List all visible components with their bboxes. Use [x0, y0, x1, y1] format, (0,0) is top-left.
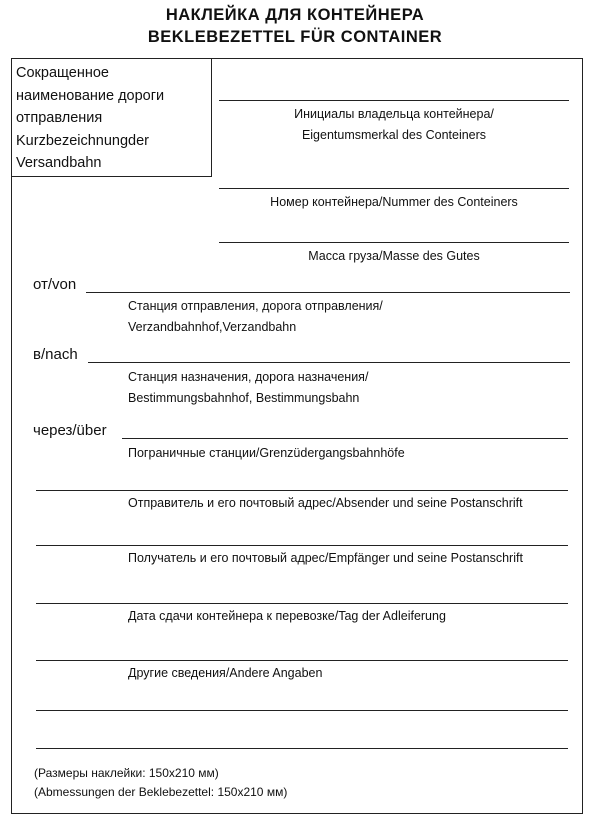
sender-line[interactable] [36, 490, 568, 491]
date-caption: Дата сдачи контейнера к перевозке/Tag der Adleiferung [128, 609, 446, 623]
owner-line[interactable] [219, 100, 569, 101]
blank-line[interactable] [36, 710, 568, 711]
mass-line[interactable] [219, 242, 569, 243]
to-line[interactable] [88, 362, 570, 363]
size-note: (Размеры наклейки: 150х210 мм) (Abmessungen der Beklebezettel: 150х210 мм) [34, 766, 288, 799]
road-box-line: отправления [16, 110, 103, 126]
via-caption: Пограничные станции/Grenzüdergangsbahnhöfe [128, 446, 405, 460]
road-box-line: Сокращенное [16, 65, 109, 81]
via-line[interactable] [122, 438, 568, 439]
from-line[interactable] [86, 292, 570, 293]
title-ru: НАКЛЕЙКА ДЛЯ КОНТЕЙНЕРА [165, 6, 425, 24]
receiver-caption: Получатель и его почтовый адрес/Empfänger und seine Postanschrift [128, 551, 523, 565]
via-label: через/über [33, 422, 107, 439]
sender-caption: Отправитель и его почтовый адрес/Absender und seine Postanschrift [128, 496, 523, 510]
owner-caption: Инициалы владельца контейнера/ Eigentumsmerkal des Conteiners [294, 107, 494, 142]
blank-line[interactable] [36, 748, 568, 749]
to-caption: Станция назначения, дорога назначения/ Bestimmungsbahnhof, Bestimmungsbahn [128, 370, 369, 405]
other-caption: Другие сведения/Andere Angaben [128, 666, 323, 680]
to-label: в/nach [33, 346, 78, 363]
from-label: от/von [33, 276, 77, 293]
road-name-box [11, 58, 212, 177]
mass-caption: Масса груза/Masse des Gutes [308, 249, 480, 263]
from-caption: Станция отправления, дорога отправления/ Verzandbahnhof,Verzandbahn [128, 299, 383, 334]
road-box-line: Kurzbezeichnungder [16, 132, 150, 149]
date-line[interactable] [36, 603, 568, 604]
receiver-line[interactable] [36, 545, 568, 546]
container-number-caption: Номер контейнера/Nummer des Conteiners [270, 195, 518, 209]
road-box-line: наименование дороги [16, 87, 165, 104]
other-line[interactable] [36, 660, 568, 661]
title-de: BEKLEBEZETTEL FÜR CONTAINER [147, 28, 443, 46]
road-box-line: Versandbahn [16, 155, 102, 171]
container-number-line[interactable] [219, 188, 569, 189]
